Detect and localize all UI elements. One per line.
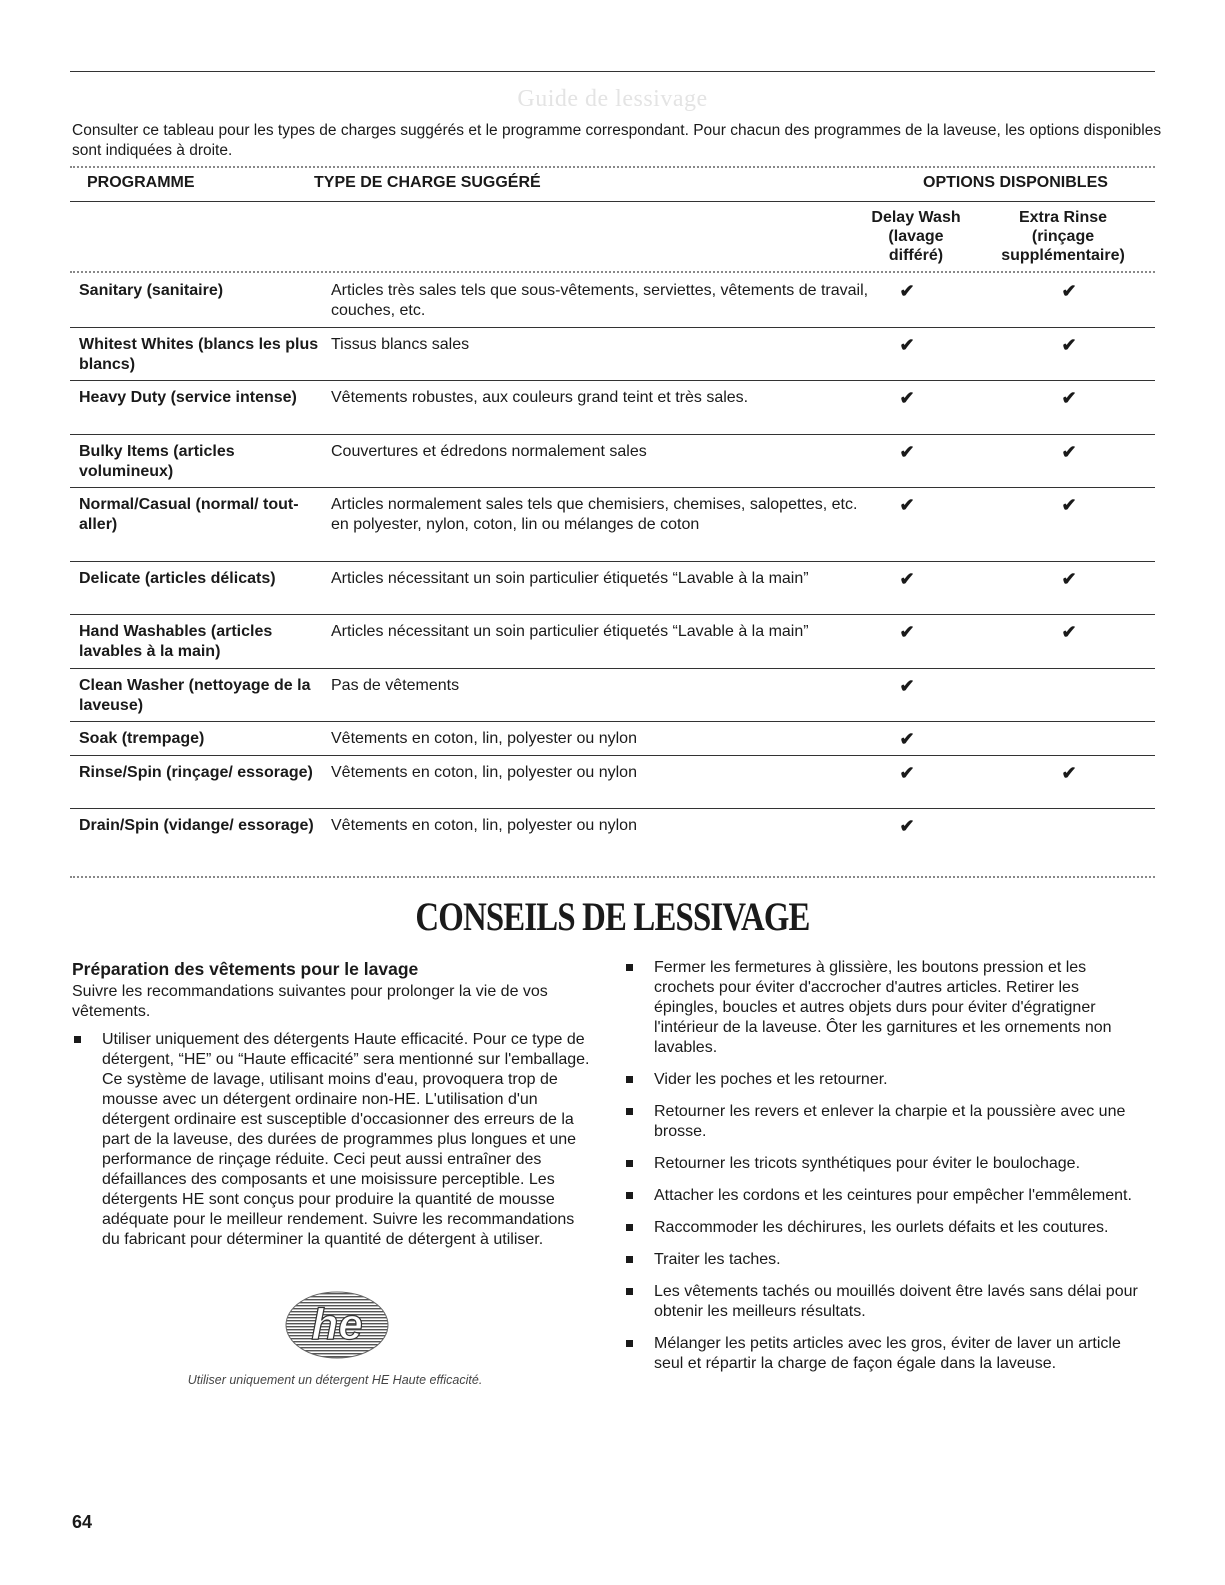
- bullet-item: [624, 1070, 1144, 1090]
- load-type: Articles très sales tels que sous-vêtements, serviettes, vêtements de travail, couches, etc.: [331, 282, 869, 319]
- extra-rinse-check-icon: ✔: [1061, 622, 1077, 642]
- program-name: Delicate (articles délicats): [79, 570, 276, 587]
- right-column: [624, 958, 1144, 1386]
- delay-wash-check-icon: ✔: [899, 763, 915, 783]
- bullet-item: [624, 1218, 1144, 1238]
- delay-wash-check-icon: ✔: [899, 729, 915, 749]
- load-type: Couvertures et édredons normalement sales: [331, 443, 647, 460]
- bullet-item: [624, 1250, 1144, 1270]
- program-name: Soak (trempage): [79, 730, 205, 747]
- row-rule: [70, 380, 1155, 381]
- delay-wash-check-icon: ✔: [899, 816, 915, 836]
- bullet-text: Les vêtements tachés ou mouillés doivent être lavés sans délai pour obtenir les meilleurs résultats.: [654, 1283, 1138, 1320]
- row-rule: [70, 327, 1155, 328]
- program-name: Rinse/Spin (rinçage/ essorage): [79, 764, 313, 781]
- bullet-text: Mélanger les petits articles avec les gros, éviter de laver un article seul et répartir la charge de façon égale dans la laveuse.: [654, 1335, 1121, 1372]
- program-name: Clean Washer (nettoyage de la laveuse): [79, 677, 311, 714]
- load-type: Vêtements en coton, lin, polyester ou nylon: [331, 730, 637, 747]
- extra-rinse-check-icon: ✔: [1061, 763, 1077, 783]
- bullet-text: Attacher les cordons et les ceintures pour empêcher l'emmêlement.: [654, 1187, 1132, 1204]
- bullet-text: Raccommoder les déchirures, les ourlets défaits et les coutures.: [654, 1219, 1109, 1236]
- header-options: OPTIONS DISPONIBLES: [923, 174, 1108, 191]
- page-number: 64: [72, 1512, 93, 1532]
- bullet-text: Traiter les taches.: [654, 1251, 781, 1268]
- prep-heading: Préparation des vêtements pour le lavage: [72, 959, 419, 979]
- row-rule: [70, 721, 1155, 722]
- bullet-square-icon: [74, 1036, 81, 1043]
- bullet-square-icon: [626, 964, 633, 971]
- section-title: CONSEILS DE LESSIVAGE: [415, 894, 810, 939]
- option-extra-rinse: Extra Rinse (rinçage supplémentaire): [1001, 209, 1125, 264]
- header-load: TYPE DE CHARGE SUGGÉRÉ: [314, 174, 541, 191]
- bullet-item: [72, 1030, 592, 1250]
- bullet-text: Retourner les tricots synthétiques pour éviter le boulochage.: [654, 1155, 1081, 1172]
- row-rule: [70, 434, 1155, 435]
- program-name: Heavy Duty (service intense): [79, 389, 297, 406]
- svg-text:he: he: [311, 1300, 363, 1349]
- delay-wash-check-icon: ✔: [899, 676, 915, 696]
- left-column: [72, 958, 592, 1262]
- load-type: Vêtements en coton, lin, polyester ou nylon: [331, 817, 637, 834]
- delay-wash-check-icon: ✔: [899, 442, 915, 462]
- dotted-divider: [70, 876, 1155, 878]
- program-name: Sanitary (sanitaire): [79, 282, 224, 299]
- delay-wash-check-icon: ✔: [899, 388, 915, 408]
- bullet-square-icon: [626, 1224, 633, 1231]
- bullet-square-icon: [626, 1108, 633, 1115]
- program-name: Hand Washables (articles lavables à la main): [79, 623, 273, 660]
- row-rule: [70, 668, 1155, 669]
- delay-wash-check-icon: ✔: [899, 335, 915, 355]
- row-rule: [70, 614, 1155, 615]
- load-type: Pas de vêtements: [331, 677, 460, 694]
- extra-rinse-check-icon: ✔: [1061, 442, 1077, 462]
- load-type: Vêtements en coton, lin, polyester ou nylon: [331, 764, 637, 781]
- delay-wash-check-icon: ✔: [899, 495, 915, 515]
- load-type: Articles normalement sales tels que chemisiers, chemises, salopettes, etc. en polyester, nylon, coton, lin ou mélanges de coton: [331, 496, 858, 533]
- row-rule: [70, 808, 1155, 809]
- bullet-text: Retourner les revers et enlever la charpie et la poussière avec une brosse.: [654, 1103, 1126, 1140]
- bullet-text: Vider les poches et les retourner.: [654, 1071, 888, 1088]
- left-bullet-list: [72, 1030, 592, 1250]
- intro-text: Consulter ce tableau pour les types de charges suggérés et le programme correspondant. Pour chacun des programmes de la laveuse, les options disponibles sont indiquées à droite.: [72, 122, 1162, 159]
- bullet-square-icon: [626, 1160, 633, 1167]
- program-name: Normal/Casual (normal/ tout-aller): [79, 496, 299, 533]
- row-rule: [70, 755, 1155, 756]
- bullet-square-icon: [626, 1288, 633, 1295]
- he-logo-icon: [283, 1287, 391, 1361]
- bullet-item: [624, 1102, 1144, 1142]
- extra-rinse-check-icon: ✔: [1061, 388, 1077, 408]
- bullet-item: [624, 1282, 1144, 1322]
- extra-rinse-check-icon: ✔: [1061, 335, 1077, 355]
- bullet-square-icon: [626, 1192, 633, 1199]
- bullet-item: [624, 1154, 1144, 1174]
- row-rule: [70, 561, 1155, 562]
- bullet-square-icon: [626, 1076, 633, 1083]
- extra-rinse-check-icon: ✔: [1061, 495, 1077, 515]
- load-type: Tissus blancs sales: [331, 336, 470, 353]
- extra-rinse-check-icon: ✔: [1061, 281, 1077, 301]
- option-delay-wash: Delay Wash (lavage différé): [871, 209, 961, 264]
- program-name: Drain/Spin (vidange/ essorage): [79, 817, 314, 834]
- logo-caption: Utiliser uniquement un détergent HE Haute efficacité.: [187, 1373, 483, 1387]
- bullet-text: Utiliser uniquement des détergents Haute efficacité. Pour ce type de détergent, “HE” ou “Haute efficacité” sera mentionné sur l'emballage. Ce système de lavage, utilisant moins d'eau, provoquera trop de mousse avec un détergent ordinaire non-HE. L'utilisation d'un détergent ordinaire est susceptible d'occasionner des erreurs de la part de la laveuse, des durées de programmes plus longues et une performance de rinçage réduite. Ceci peut aussi entraîner des défaillances des composants et une moisissure perceptible. Les détergents HE sont conçus pour produire la quantité de mousse adéquate pour le meilleur rendement. Suivre les recommandations du fabricant pour déterminer la quantité de détergent à utiliser.: [102, 1031, 590, 1248]
- load-type: Articles nécessitant un soin particulier étiquetés “Lavable à la main”: [331, 570, 809, 587]
- prep-intro: Suivre les recommandations suivantes pour prolonger la vie de vos vêtements.: [72, 983, 548, 1020]
- right-bullet-list: [624, 958, 1144, 1374]
- delay-wash-check-icon: ✔: [899, 569, 915, 589]
- header-program: PROGRAMME: [87, 174, 195, 191]
- bullet-item: [624, 1334, 1144, 1374]
- delay-wash-check-icon: ✔: [899, 281, 915, 301]
- guide-title: Guide de lessivage: [517, 86, 708, 112]
- load-type: Articles nécessitant un soin particulier étiquetés “Lavable à la main”: [331, 623, 809, 640]
- program-name: Bulky Items (articles volumineux): [79, 443, 235, 480]
- bullet-item: [624, 958, 1144, 1058]
- bullet-square-icon: [626, 1340, 633, 1347]
- program-name: Whitest Whites (blancs les plus blancs): [79, 336, 319, 373]
- row-rule: [70, 487, 1155, 488]
- extra-rinse-check-icon: ✔: [1061, 569, 1077, 589]
- bullet-text: Fermer les fermetures à glissière, les boutons pression et les crochets pour éviter d'accrocher d'autres articles. Retirer les épingles, boucles et autres objets durs pour éviter d'égratigner l'intérieur de la laveuse. Ôter les garnitures et les ornements non lavables.: [654, 959, 1112, 1056]
- load-type: Vêtements robustes, aux couleurs grand teint et très sales.: [331, 389, 749, 406]
- delay-wash-check-icon: ✔: [899, 622, 915, 642]
- bullet-square-icon: [626, 1256, 633, 1263]
- bullet-item: [624, 1186, 1144, 1206]
